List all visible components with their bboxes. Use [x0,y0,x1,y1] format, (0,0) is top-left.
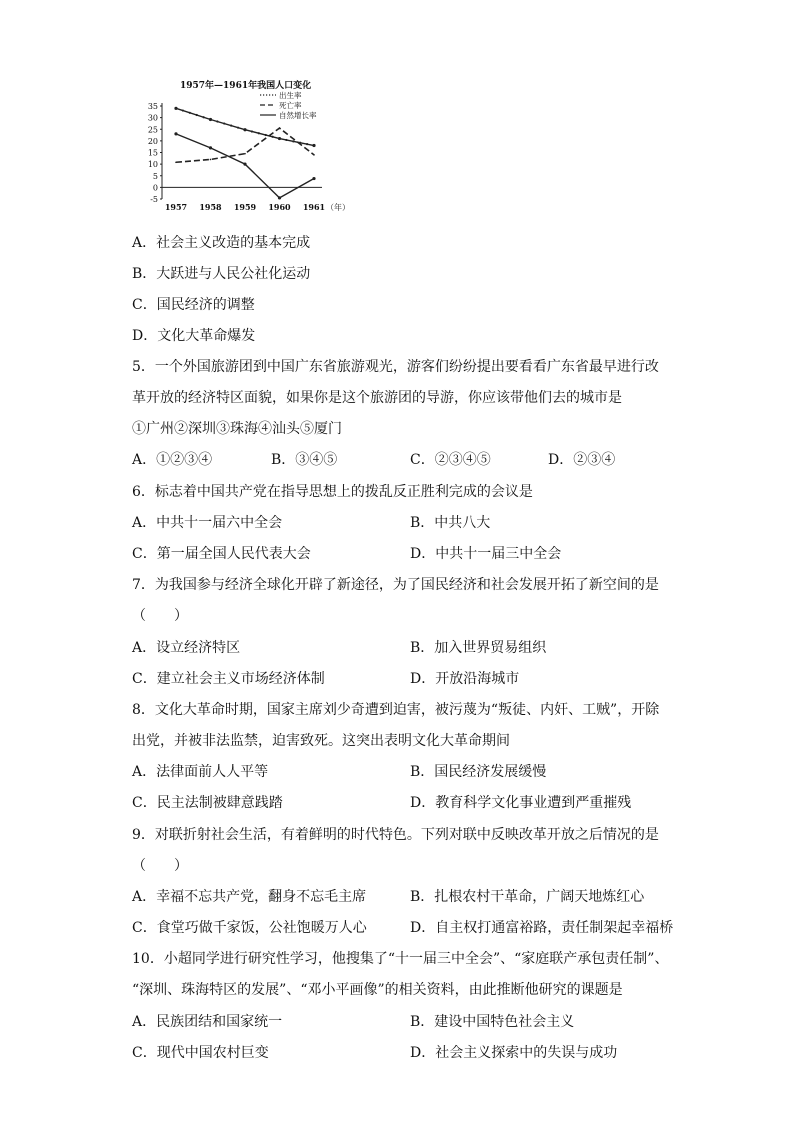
y-tick-label: 0 [152,183,158,193]
legend-label-0: 出生率 [279,91,302,100]
y-tick-label: 5 [152,171,158,181]
series-0-bead [237,127,239,129]
y-tick-label: -5 [150,195,158,204]
q7-stem: 7．为我国参与经济全球化开辟了新途径，为了国民经济和社会发展开拓了新空间的是 [132,577,659,593]
series-0-bead [216,120,218,122]
q10-stem-line2: “深圳、珠海特区的发展”、“邓小平画像”的相关资料，由此推断他研究的课题是 [132,982,623,998]
q5-option-d[interactable]: D．②③④ [548,452,616,468]
x-tick-label: 1957 [164,202,188,212]
q8-stem-line1: 8．文化大革命时期，国家主席刘少奇遭到迫害，被污蔑为“叛徒、内奸、工贼”，开除 [132,702,660,718]
q7-option-a[interactable]: A．设立经济特区 [132,640,241,656]
q8-option-a[interactable]: A．法律面前人人平等 [132,764,269,780]
series-0-bead [272,136,274,138]
population-chart-svg [142,76,358,216]
q6-option-d[interactable]: D．中共十一届三中全会 [410,546,562,562]
legend-label-2: 自然增长率 [279,111,317,120]
q6-option-c[interactable]: C．第一届全国人民代表大会 [132,546,311,562]
series-0-bead [285,139,287,141]
series-0-bead [251,130,253,132]
series-0-bead [189,112,191,114]
y-tick-label: 30 [147,113,158,123]
q10-option-d[interactable]: D．社会主义探索中的失误与成功 [410,1045,618,1061]
q10-option-c[interactable]: C．现代中国农村巨变 [132,1045,269,1061]
series-0-point [243,128,246,131]
series-line-1 [176,128,314,162]
q8-option-c[interactable]: C．民主法制被肆意践踏 [132,795,283,811]
series-2-point [312,177,315,180]
x-tick-label: 1961 [302,202,326,212]
series-0-bead [203,116,205,118]
series-2-point [209,146,212,149]
series-1-point [210,159,212,161]
series-0-point [174,107,177,110]
series-1-point [313,154,315,156]
q10-option-a[interactable]: A．民族团结和国家统一 [132,1014,283,1030]
q6-option-b[interactable]: B．中共八大 [410,515,491,531]
series-0-bead [196,114,198,116]
series-line-2 [176,134,314,198]
series-1-point [175,161,177,163]
q7-option-b[interactable]: B．加入世界贸易组织 [410,640,547,656]
series-2-point [174,132,177,135]
q8-option-b[interactable]: B．国民经济发展缓慢 [410,764,547,780]
q7-option-c[interactable]: C．建立社会主义市场经济体制 [132,671,325,687]
q4-option-c[interactable]: C．国民经济的调整 [132,297,255,313]
x-axis-label: （年） [326,203,350,212]
series-0-bead [292,140,294,142]
q5-stem-line3: ①广州②深圳③珠海④汕头⑤厦门 [132,421,342,437]
q9-option-c[interactable]: C．食堂巧做千家饭，公社饱暖万人心 [132,920,367,936]
y-tick-label: 10 [147,160,158,170]
x-tick-label: 1958 [199,202,222,212]
legend-label-1: 死亡率 [279,101,302,110]
series-0-point [278,137,281,140]
q9-option-a[interactable]: A．幸福不忘共产党，翻身不忘毛主席 [132,889,367,905]
q4-option-d[interactable]: D．文化大革命爆发 [132,328,256,344]
series-2-point [243,163,246,166]
q9-option-b[interactable]: B．扎根农村干革命，广阔天地炼红心 [410,889,645,905]
series-1-point [279,127,281,129]
series-0-point [209,118,212,121]
q8-option-d[interactable]: D．教育科学文化事业遭到严重摧残 [410,795,632,811]
q7-answer-paren: （ ） [132,608,188,624]
series-0-bead [306,143,308,145]
series-1-point [244,153,246,155]
y-tick-label: 25 [147,125,158,135]
series-0-point [312,144,315,147]
y-tick-label: 20 [147,136,158,146]
y-tick-label: 15 [147,148,158,158]
q5-option-c[interactable]: C．②③④⑤ [410,452,491,468]
q4-option-a[interactable]: A．社会主义改造的基本完成 [132,235,311,251]
series-2-point [278,196,281,199]
q10-option-b[interactable]: B．建设中国特色社会主义 [410,1014,575,1030]
x-tick-label: 1960 [268,202,291,212]
series-0-bead [223,122,225,124]
q9-stem: 9．对联折射社会生活，有着鲜明的时代特色。下列对联中反映改革开放之后情况的是 [132,827,659,843]
y-tick-label: 35 [147,102,158,111]
q10-stem-line1: 10．小超同学进行研究性学习，他搜集了“十一届三中全会”、“家庭联产承包责任制”、 [132,951,669,967]
q5-option-a[interactable]: A．①②③④ [132,452,213,468]
series-0-bead [230,125,232,127]
chart-title: 1957年—1961年我国人口变化 [180,81,312,91]
q8-stem-line2: 出党，并被非法监禁，迫害致死。这突出表明文化大革命期间 [132,733,510,749]
x-tick-label: 1959 [233,202,257,212]
q5-stem-line1: 5．一个外国旅游团到中国广东省旅游观光，游客们纷纷提出要看看广东省最早进行改 [132,359,659,375]
q5-stem-line2: 革开放的经济特区面貌，如果你是这个旅游团的导游，你应该带他们去的城市是 [132,390,622,406]
q9-option-d[interactable]: D．自主权打通富裕路，责任制架起幸福桥 [410,920,674,936]
series-0-bead [265,134,267,136]
q7-option-d[interactable]: D．开放沿海城市 [410,671,520,687]
q5-option-b[interactable]: B．③④⑤ [271,452,338,468]
series-0-bead [182,109,184,111]
q9-answer-paren: （ ） [132,858,188,874]
q4-option-b[interactable]: B．大跃进与人民公社化运动 [132,266,311,282]
q6-option-a[interactable]: A．中共十一届六中全会 [132,515,283,531]
series-0-bead [258,132,260,134]
q6-stem: 6．标志着中国共产党在指导思想上的拨乱反正胜利完成的会议是 [132,484,533,500]
population-chart [142,76,358,216]
